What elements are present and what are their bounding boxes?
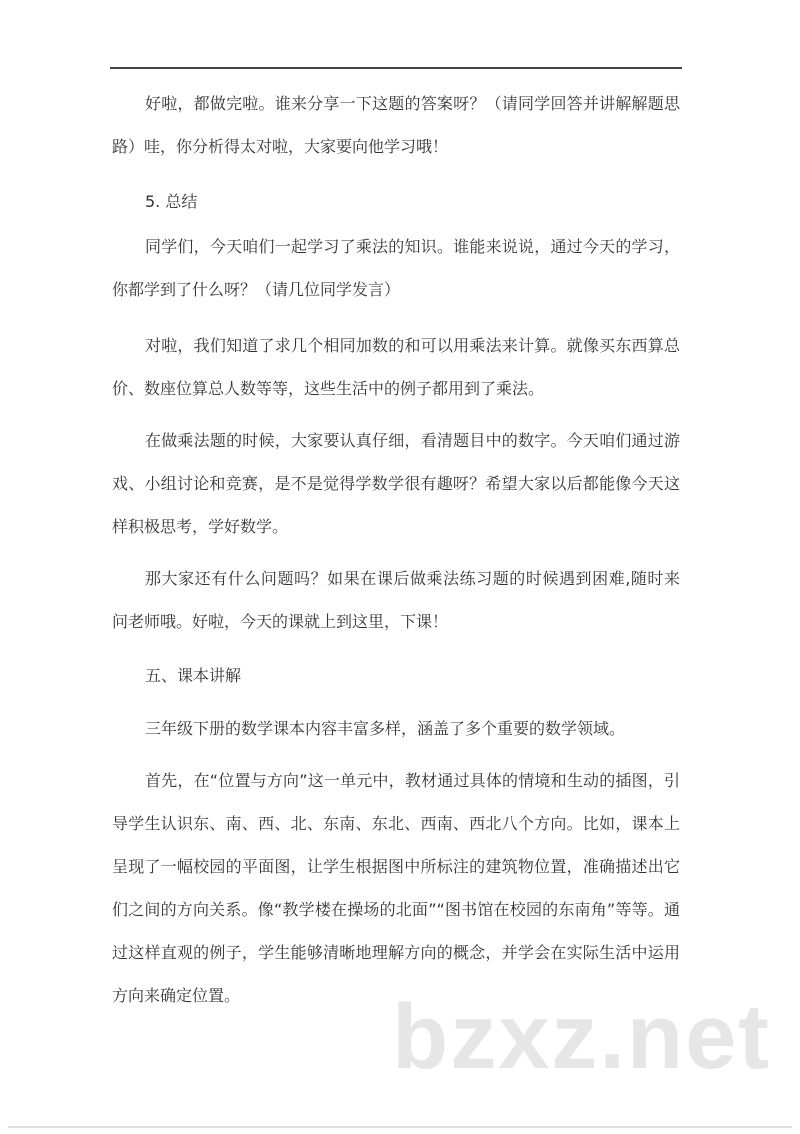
paragraph (112, 225, 680, 311)
text-line: 导学生认识东、南、西、北、东南、东北、西南、西北八个方向。比如，课本上 (112, 814, 680, 833)
paragraph (112, 419, 680, 548)
text-line: 问老师哦。好啦，今天的课就上到这里，下课！ (112, 612, 449, 631)
text-line: 五、课本讲解 (145, 666, 242, 685)
text-line: 们之间的方向关系。像“教学楼在操场的北面”“图书馆在校园的东南角”等等。通 (112, 900, 680, 919)
text-line: 你都学到了什么呀？（请几位同学发言） (112, 280, 401, 299)
paragraph (112, 759, 680, 1017)
text-line: 价、数座位算总人数等等，这些生活中的例子都用到了乘法。 (112, 379, 545, 398)
text-line: 首先，在“位置与方向”这一单元中，教材通过具体的情境和生动的插图，引 (145, 771, 680, 790)
paragraph (112, 324, 680, 410)
paragraph (112, 557, 680, 643)
text-line: 样积极思考，学好数学。 (112, 517, 289, 536)
text-line: 好啦，都做完啦。谁来分享一下这题的答案呀？（请同学回答并讲解解题思 (145, 94, 680, 113)
page-frame (8, 1126, 792, 1128)
text-line: 对啦，我们知道了求几个相同加数的和可以用乘法来计算。就像买东西算总 (145, 336, 680, 355)
text-line: 呈现了一幅校园的平面图，让学生根据图中所标注的建筑物位置，准确描述出它 (112, 857, 680, 876)
text-line: 三年级下册的数学课本内容丰富多样，涵盖了多个重要的数学领域。 (145, 719, 626, 738)
text-line: 那大家还有什么问题吗？如果在课后做乘法练习题的时候遇到困难,随时来 (145, 569, 680, 588)
text-line: 在做乘法题的时候，大家要认真仔细，看清题目中的数字。今天咱们通过游 (145, 431, 680, 450)
watermark: bzxz.net (392, 986, 771, 1088)
section-heading (112, 180, 680, 223)
text-line: 路）哇，你分析得太对啦，大家要向他学习哦！ (112, 137, 449, 156)
text-line: 方向来确定位置。 (112, 986, 241, 1005)
text-line: 同学们，今天咱们一起学习了乘法的知识。谁能来说说，通过今天的学习， (145, 237, 680, 256)
text-line: 5. 总结 (145, 192, 198, 211)
paragraph (112, 82, 680, 168)
section-heading (112, 654, 680, 697)
text-line: 戏、小组讨论和竞赛，是不是觉得学数学很有趣呀？希望大家以后都能像今天这 (112, 474, 680, 493)
text-line: 过这样直观的例子，学生能够清晰地理解方向的概念，并学会在实际生活中运用 (112, 943, 680, 962)
header-rule (110, 67, 682, 69)
paragraph (112, 707, 680, 750)
